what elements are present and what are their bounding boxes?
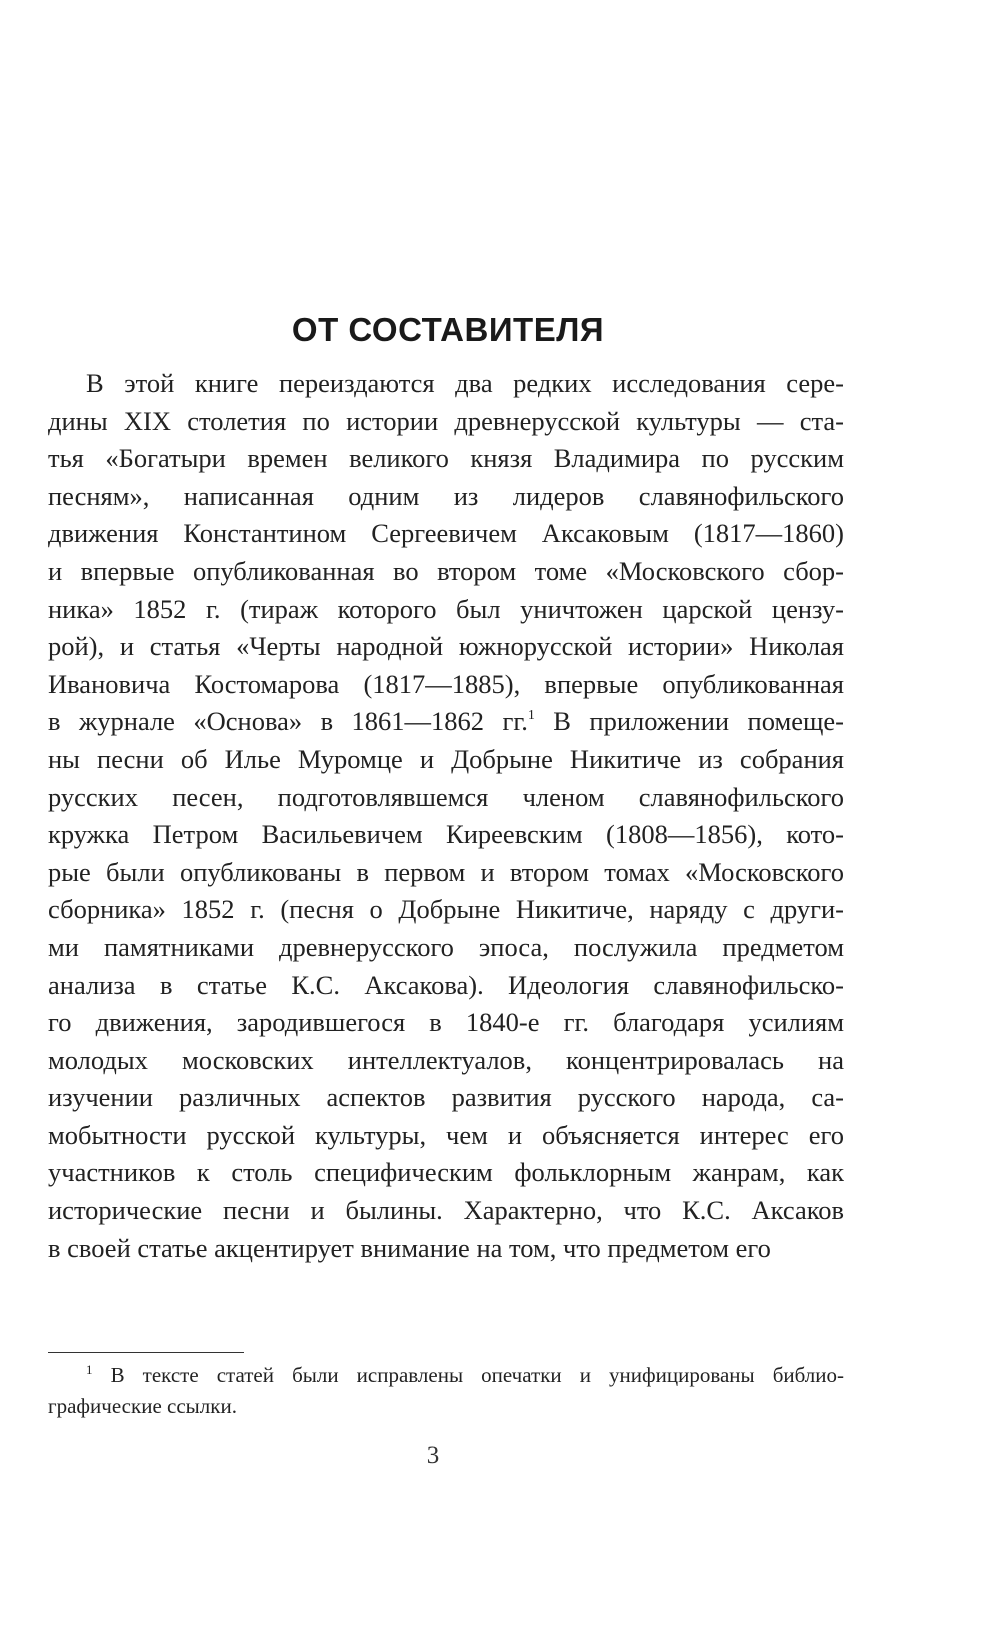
text-line: русских песен, подготовлявшемся членом славянофильского: [48, 781, 844, 812]
text-line: мобытности русской культуры, чем и объясняется интерес его: [48, 1119, 844, 1150]
body-text: [48, 365, 844, 1267]
footnote-text: В тексте статей были исправлены опечатки и унифицированы библио-: [92, 1363, 844, 1387]
footnote: [48, 1360, 844, 1422]
text-fragment: В приложении помеще-: [534, 706, 844, 737]
footnote-line: графические ссылки.: [48, 1394, 237, 1418]
text-line: В этой книге переиздаются два редких исследования сере-: [86, 368, 844, 398]
text-line: дины XIX столетия по истории древнерусской культуры — ста-: [48, 405, 844, 436]
chapter-title: ОТ СОСТАВИТЕЛЯ: [291, 311, 605, 348]
text-line: молодых московских интеллектуалов, концентрировалась на: [48, 1044, 844, 1075]
footnote-marker: 1: [86, 1362, 93, 1377]
text-line: кружка Петром Васильевичем Киреевским (1808—1856), кото-: [48, 819, 844, 850]
text-line: движения Константином Сергеевичем Аксаковым (1817—1860): [48, 518, 844, 549]
footnote-reference[interactable]: 1: [527, 708, 535, 724]
text-fragment: в журнале «Основа» в 1861—1862 гг.: [48, 706, 528, 737]
text-line: рые были опубликованы в первом и втором томах «Московского: [48, 856, 844, 887]
text-line: ны песни об Илье Муромце и Добрыне Никитиче из собрания: [48, 743, 844, 774]
text-line-with-footnote: [48, 703, 844, 741]
footnote-line: [48, 1360, 844, 1391]
text-line: го движения, зародившегося в 1840-е гг. благодаря усилиям: [48, 1007, 844, 1038]
text-line: изучении различных аспектов развития русского народа, са-: [48, 1082, 844, 1113]
text-line: анализа в статье К.С. Аксакова). Идеология славянофильско-: [48, 969, 844, 1000]
text-line: участников к столь специфическим фольклорным жанрам, как: [48, 1157, 844, 1188]
text-line: ми памятниками древнерусского эпоса, послужила предметом: [48, 931, 844, 962]
text-line: в своей статье акцентирует внимание на том, что предметом его: [48, 1232, 771, 1263]
text-line: ника» 1852 г. (тираж которого был уничтожен царской цензу-: [48, 593, 844, 624]
text-line: исторические песни и былины. Характерно, что К.С. Аксаков: [48, 1195, 844, 1226]
text-line: тья «Богатыри времен великого князя Владимира по русским: [48, 443, 844, 474]
text-line: песням», написанная одним из лидеров славянофильского: [48, 480, 844, 511]
footnote-divider: [48, 1352, 244, 1353]
text-line: сборника» 1852 г. (песня о Добрыне Никитиче, наряду с други-: [48, 894, 844, 925]
text-line: рой), и статья «Черты народной южнорусской истории» Николая: [48, 631, 844, 662]
page-number: 3: [426, 1442, 440, 1469]
text-line: и впервые опубликованная во втором томе «Московского сбор-: [48, 555, 844, 586]
text-line: Ивановича Костомарова (1817—1885), впервые опубликованная: [48, 668, 844, 699]
